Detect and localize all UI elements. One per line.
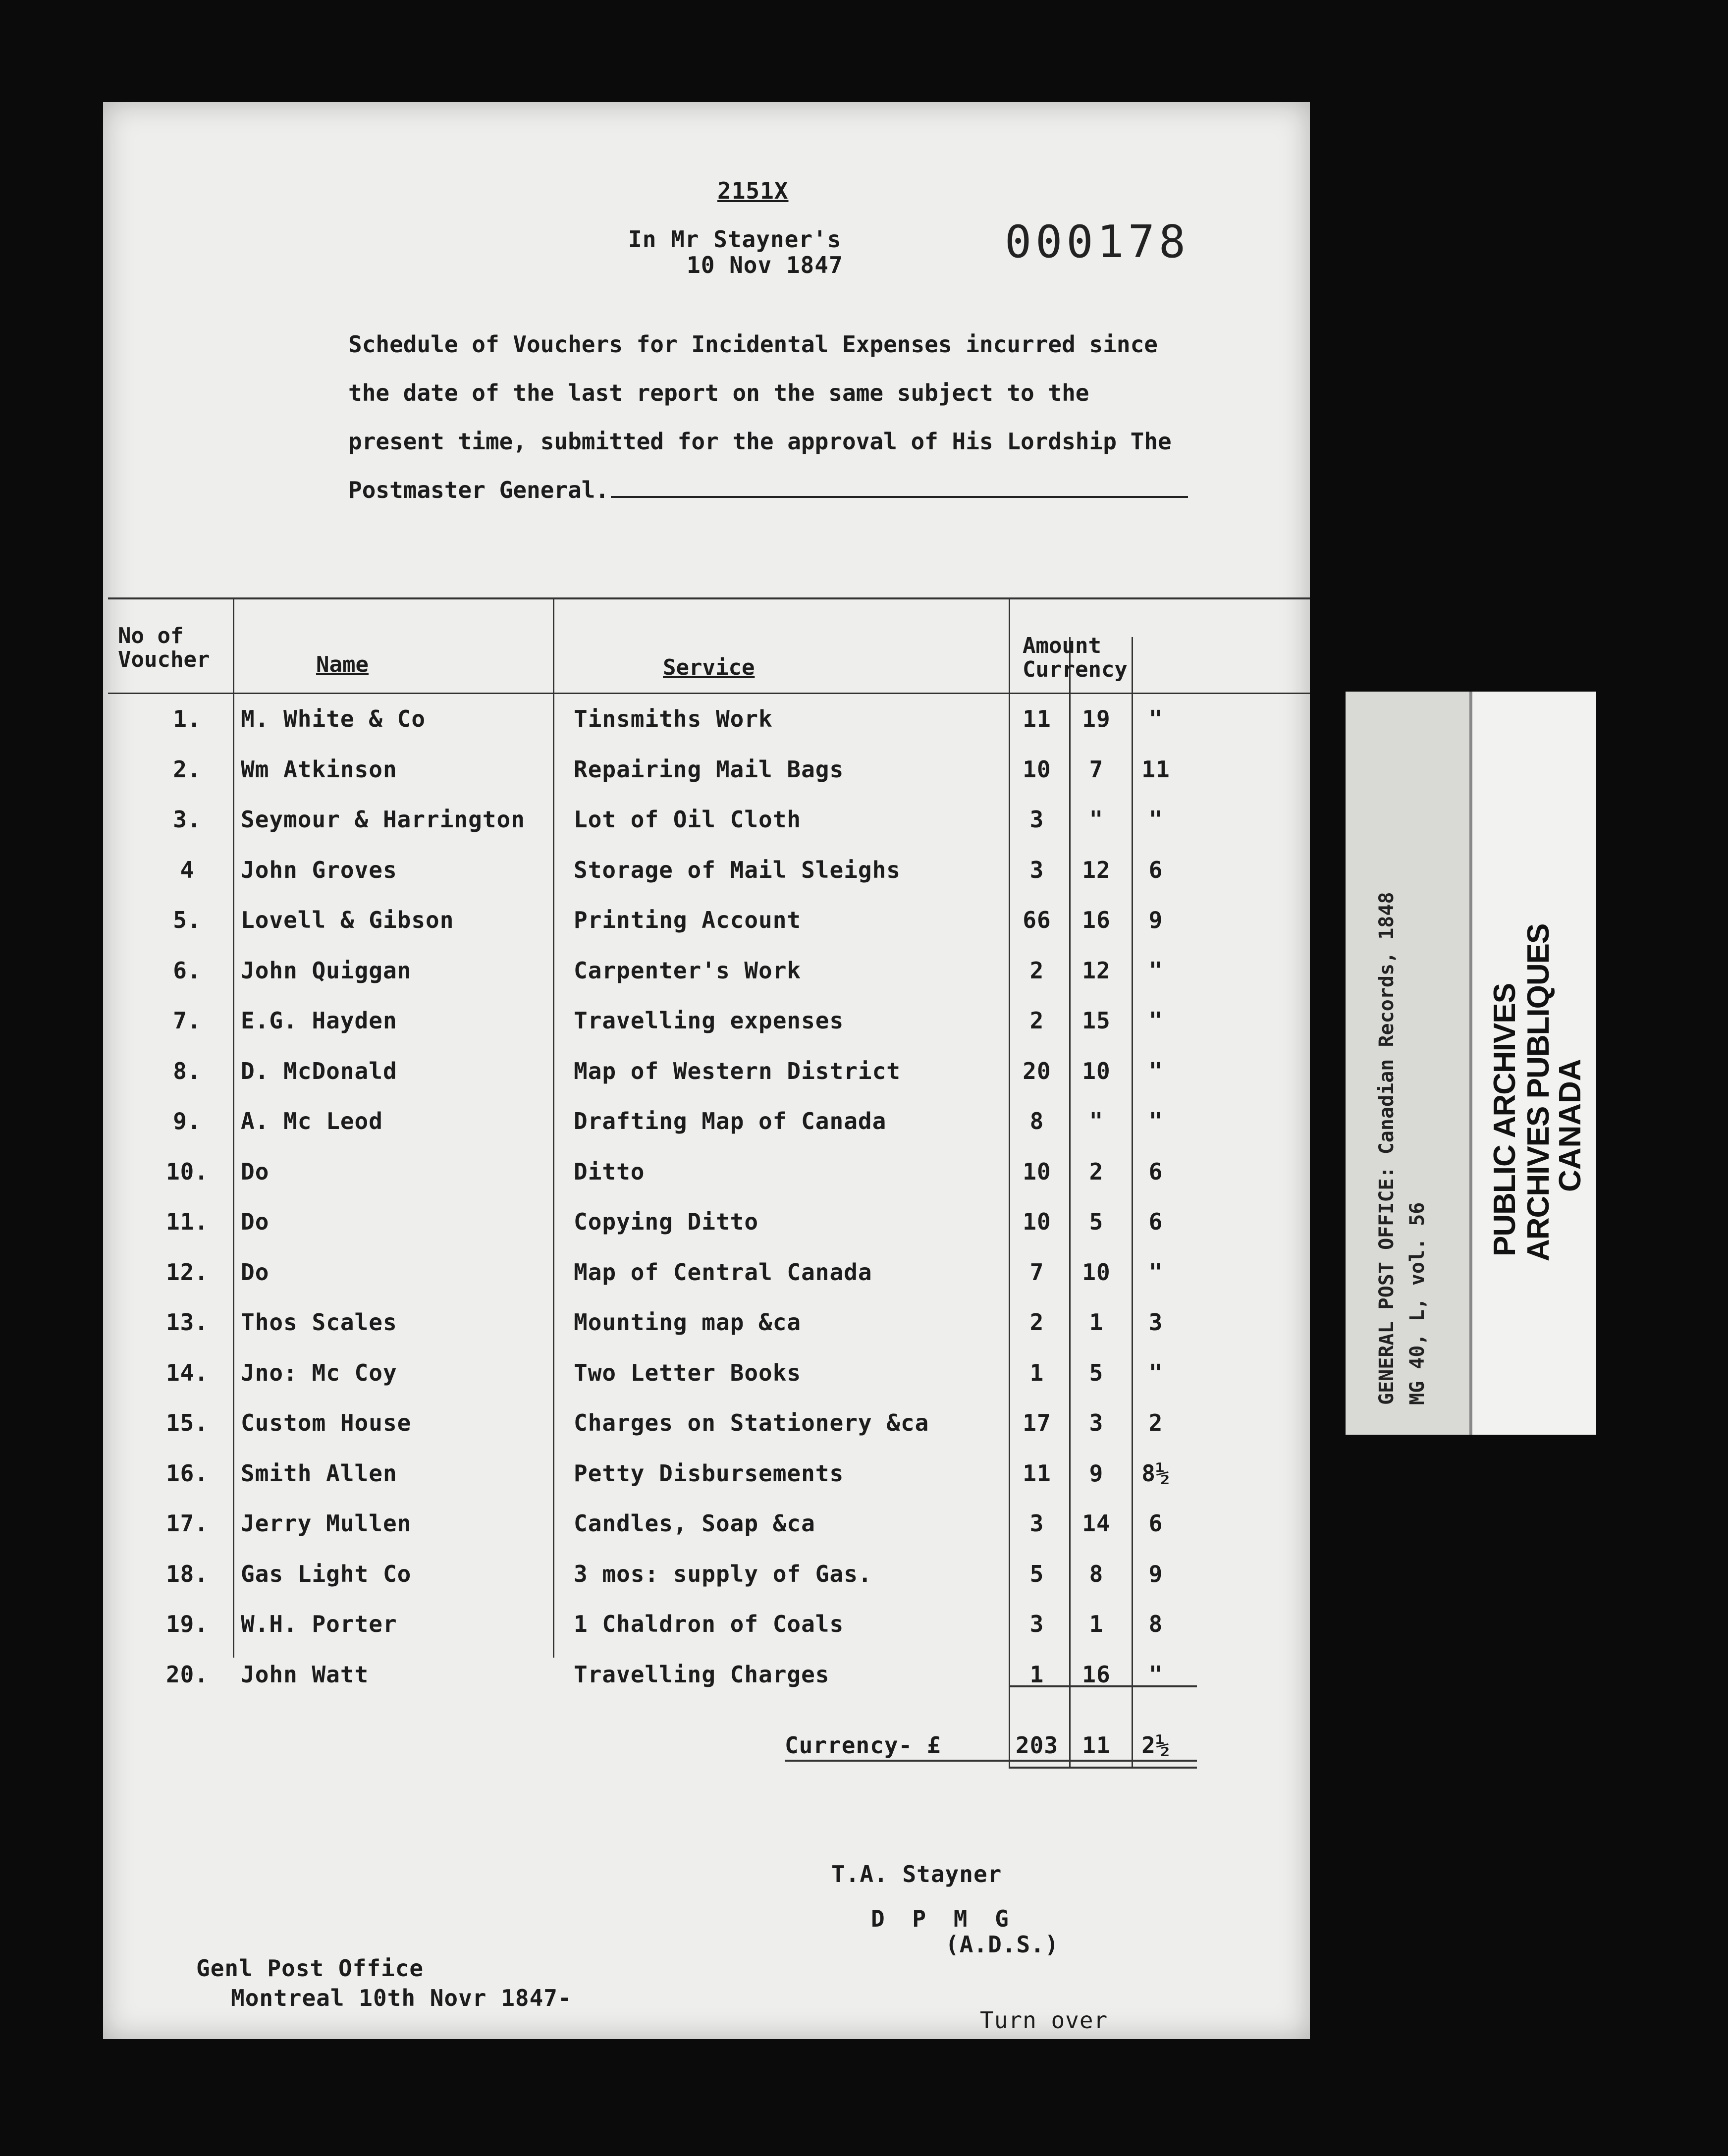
total-label: Currency- £ bbox=[785, 1732, 941, 1759]
amount-shillings: 16 bbox=[1082, 1661, 1111, 1688]
amount-shillings: 10 bbox=[1082, 1058, 1111, 1084]
payee-name: Thos Scales bbox=[241, 1309, 397, 1336]
amount-pence: 6 bbox=[1148, 1158, 1163, 1185]
table-header-rule bbox=[108, 693, 1310, 694]
amount-pounds: 66 bbox=[1023, 907, 1051, 933]
column-header-name: Name bbox=[316, 652, 369, 677]
archive-stamp-line-1: PUBLIC ARCHIVES bbox=[1488, 983, 1522, 1256]
amount-pence: 8½ bbox=[1141, 1460, 1170, 1487]
column-header-no: No of Voucher bbox=[118, 623, 210, 672]
voucher-number: 14. bbox=[165, 1359, 209, 1386]
amount-pence: " bbox=[1148, 806, 1163, 833]
header-date: 10 Nov 1847 bbox=[687, 252, 843, 278]
amount-shillings: 7 bbox=[1089, 756, 1104, 783]
amount-pounds: 10 bbox=[1023, 1158, 1051, 1185]
amount-shillings: 1 bbox=[1089, 1309, 1104, 1336]
amount-pence: " bbox=[1148, 1661, 1163, 1688]
archive-stamp-line-2: ARCHIVES PUBLIQUES bbox=[1521, 923, 1556, 1261]
payee-name: E.G. Hayden bbox=[241, 1007, 397, 1034]
service-description: Map of Western District bbox=[574, 1058, 901, 1084]
amount-pounds: 2 bbox=[1029, 1309, 1044, 1336]
voucher-number: 16. bbox=[165, 1460, 209, 1487]
payee-name: M. White & Co bbox=[241, 705, 426, 732]
amount-shillings: " bbox=[1089, 806, 1104, 833]
amount-shillings: 5 bbox=[1089, 1208, 1104, 1235]
amount-shillings: 14 bbox=[1082, 1510, 1111, 1537]
amount-pence: 11 bbox=[1141, 756, 1170, 783]
column-header-amount: Amount Currency bbox=[1023, 633, 1128, 682]
amount-pounds: 5 bbox=[1029, 1561, 1044, 1587]
amount-shillings: 5 bbox=[1089, 1359, 1104, 1386]
service-description: Candles, Soap &ca bbox=[574, 1510, 815, 1537]
amount-pounds: 3 bbox=[1029, 1611, 1044, 1637]
voucher-number: 17. bbox=[165, 1510, 209, 1537]
amount-shillings: 10 bbox=[1082, 1259, 1111, 1286]
payee-name: John Watt bbox=[241, 1661, 369, 1688]
amount-pounds: 11 bbox=[1023, 1460, 1051, 1487]
amount-shillings: 3 bbox=[1089, 1409, 1104, 1436]
voucher-number: 19. bbox=[165, 1611, 209, 1637]
amount-shillings: 8 bbox=[1089, 1561, 1104, 1587]
archive-stamp-line-3: CANADA bbox=[1553, 1059, 1587, 1192]
column-divider-no bbox=[233, 597, 234, 1658]
amount-pence: " bbox=[1148, 1259, 1163, 1286]
amount-pounds: 20 bbox=[1023, 1058, 1051, 1084]
amount-pounds: 3 bbox=[1029, 857, 1044, 883]
service-description: Petty Disbursements bbox=[574, 1460, 844, 1487]
service-description: Two Letter Books bbox=[574, 1359, 802, 1386]
amount-pounds: 3 bbox=[1029, 1510, 1044, 1537]
service-description: Travelling expenses bbox=[574, 1007, 844, 1034]
amount-pence: " bbox=[1148, 957, 1163, 984]
payee-name: Do bbox=[241, 1158, 270, 1185]
archive-label-line-1: GENERAL POST OFFICE: Canadian Records, 1848 bbox=[1375, 892, 1398, 1405]
paragraph-rule bbox=[611, 496, 1188, 498]
turn-over-note: Turn over bbox=[980, 2007, 1108, 2034]
voucher-number: 1. bbox=[173, 705, 202, 732]
payee-name: Custom House bbox=[241, 1409, 412, 1436]
amount-shillings: 15 bbox=[1082, 1007, 1111, 1034]
voucher-number: 7. bbox=[173, 1007, 202, 1034]
amount-pounds: 2 bbox=[1029, 1007, 1044, 1034]
voucher-number: 20. bbox=[165, 1661, 209, 1688]
amount-shillings: " bbox=[1089, 1108, 1104, 1134]
amount-shillings: 1 bbox=[1089, 1611, 1104, 1637]
voucher-number: 6. bbox=[173, 957, 202, 984]
amount-pounds: 1 bbox=[1029, 1359, 1044, 1386]
column-divider-name bbox=[553, 597, 554, 1658]
amount-pence: 6 bbox=[1148, 1510, 1163, 1537]
voucher-number: 2. bbox=[173, 756, 202, 783]
payee-name: Smith Allen bbox=[241, 1460, 397, 1487]
voucher-number: 11. bbox=[165, 1208, 209, 1235]
archive-label bbox=[1346, 692, 1595, 1435]
service-description: Mounting map &ca bbox=[574, 1309, 802, 1336]
service-description: Printing Account bbox=[574, 907, 802, 933]
voucher-number: 3. bbox=[173, 806, 202, 833]
stamp-number: 000178 bbox=[1005, 216, 1190, 268]
service-description: Travelling Charges bbox=[574, 1661, 830, 1688]
amount-pence: " bbox=[1148, 1058, 1163, 1084]
archive-stamp-band bbox=[1469, 692, 1596, 1435]
amount-pounds: 10 bbox=[1023, 1208, 1051, 1235]
service-description: 3 mos: supply of Gas. bbox=[574, 1561, 872, 1587]
total-pence: 2½ bbox=[1141, 1732, 1170, 1759]
amount-pounds: 17 bbox=[1023, 1409, 1051, 1436]
payee-name: Seymour & Harrington bbox=[241, 806, 525, 833]
amount-shillings: 2 bbox=[1089, 1158, 1104, 1185]
voucher-number: 13. bbox=[165, 1309, 209, 1336]
payee-name: D. McDonald bbox=[241, 1058, 397, 1084]
voucher-number: 15. bbox=[165, 1409, 209, 1436]
place-line-1: Genl Post Office bbox=[196, 1955, 424, 1982]
signature-note: (A.D.S.) bbox=[945, 1931, 1059, 1958]
amount-pounds: 7 bbox=[1029, 1259, 1044, 1286]
voucher-number: 8. bbox=[173, 1058, 202, 1084]
payee-name: Do bbox=[241, 1259, 270, 1286]
service-description: Lot of Oil Cloth bbox=[574, 806, 802, 833]
payee-name: Wm Atkinson bbox=[241, 756, 397, 783]
amount-shillings: 19 bbox=[1082, 705, 1111, 732]
amount-pence: 8 bbox=[1148, 1611, 1163, 1637]
amount-pounds: 3 bbox=[1029, 806, 1044, 833]
place-line-2: Montreal 10th Novr 1847- bbox=[231, 1985, 572, 2011]
amount-shillings: 9 bbox=[1089, 1460, 1104, 1487]
amount-pence: " bbox=[1148, 1108, 1163, 1134]
voucher-number: 4 bbox=[180, 857, 195, 883]
archive-label-line-2: MG 40, L, vol. 56 bbox=[1406, 1202, 1429, 1405]
voucher-number: 18. bbox=[165, 1561, 209, 1587]
service-description: Map of Central Canada bbox=[574, 1259, 872, 1286]
voucher-number: 10. bbox=[165, 1158, 209, 1185]
column-divider-shillings bbox=[1132, 637, 1133, 1767]
amount-shillings: 16 bbox=[1082, 907, 1111, 933]
service-description: Tinsmiths Work bbox=[574, 705, 773, 732]
amount-pence: 2 bbox=[1148, 1409, 1163, 1436]
amount-pence: 3 bbox=[1148, 1309, 1163, 1336]
amount-pence: 6 bbox=[1148, 1208, 1163, 1235]
column-divider-service bbox=[1009, 597, 1010, 1767]
amount-pounds: 11 bbox=[1023, 705, 1051, 732]
column-header-service: Service bbox=[663, 655, 755, 680]
amount-shillings: 12 bbox=[1082, 957, 1111, 984]
amount-pounds: 1 bbox=[1029, 1661, 1044, 1688]
document-sheet bbox=[103, 102, 1310, 2039]
header-line-1: In Mr Stayner's bbox=[628, 226, 842, 253]
signature-name: T.A. Stayner bbox=[831, 1861, 1002, 1887]
payee-name: John Quiggan bbox=[241, 957, 412, 984]
payee-name: Do bbox=[241, 1208, 270, 1235]
amount-pence: 9 bbox=[1148, 907, 1163, 933]
total-shillings: 11 bbox=[1082, 1732, 1111, 1759]
amount-pounds: 8 bbox=[1029, 1108, 1044, 1134]
payee-name: John Groves bbox=[241, 857, 397, 883]
reference-number: 2151X bbox=[717, 177, 789, 204]
service-description: Charges on Stationery &ca bbox=[574, 1409, 929, 1436]
service-description: Repairing Mail Bags bbox=[574, 756, 844, 783]
amount-pence: " bbox=[1148, 705, 1163, 732]
payee-name: Jerry Mullen bbox=[241, 1510, 412, 1537]
payee-name: A. Mc Leod bbox=[241, 1108, 383, 1134]
payee-name: Jno: Mc Coy bbox=[241, 1359, 397, 1386]
signature-title: D P M G bbox=[871, 1905, 1016, 1932]
amount-pence: " bbox=[1148, 1359, 1163, 1386]
amount-pounds: 2 bbox=[1029, 957, 1044, 984]
service-description: 1 Chaldron of Coals bbox=[574, 1611, 844, 1637]
service-description: Storage of Mail Sleighs bbox=[574, 857, 901, 883]
amount-shillings: 12 bbox=[1082, 857, 1111, 883]
total-rule-1 bbox=[785, 1760, 1197, 1762]
service-description: Carpenter's Work bbox=[574, 957, 802, 984]
paragraph-text: Schedule of Vouchers for Incidental Expenses incurred since the date of the last report on the same subject to the present time, submitted for the approval of His Lordship The Postmaster General. bbox=[348, 331, 1172, 503]
service-description: Copying Ditto bbox=[574, 1208, 759, 1235]
payee-name: Gas Light Co bbox=[241, 1561, 412, 1587]
voucher-number: 12. bbox=[165, 1259, 209, 1286]
amount-pence: 6 bbox=[1148, 857, 1163, 883]
voucher-number: 9. bbox=[173, 1108, 202, 1134]
amount-pence: " bbox=[1148, 1007, 1163, 1034]
amount-pounds: 10 bbox=[1023, 756, 1051, 783]
total-rule-2 bbox=[1009, 1767, 1197, 1769]
table-top-rule bbox=[108, 597, 1310, 599]
total-pounds: 203 bbox=[1015, 1732, 1059, 1759]
service-description: Drafting Map of Canada bbox=[574, 1108, 887, 1134]
amount-pence: 9 bbox=[1148, 1561, 1163, 1587]
service-description: Ditto bbox=[574, 1158, 645, 1185]
payee-name: Lovell & Gibson bbox=[241, 907, 454, 933]
column-divider-pounds bbox=[1069, 637, 1071, 1767]
voucher-number: 5. bbox=[173, 907, 202, 933]
schedule-paragraph bbox=[348, 320, 1190, 514]
payee-name: W.H. Porter bbox=[241, 1611, 397, 1637]
